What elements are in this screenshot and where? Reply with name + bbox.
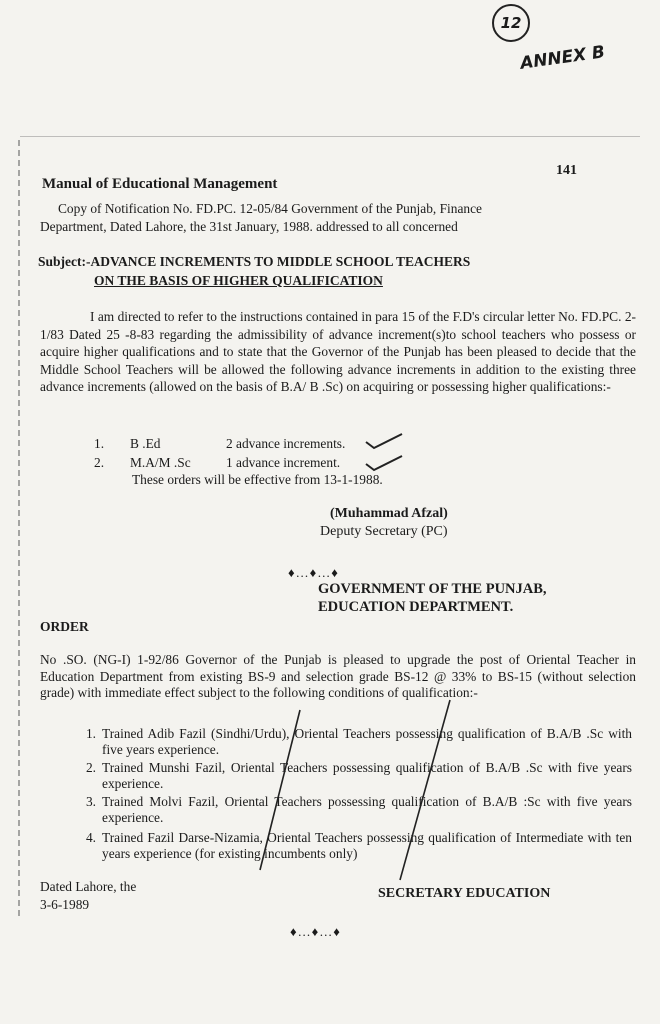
condition-text: Trained Adib Fazil (Sindhi/Urdu), Oriental Teachers possessing qualification of B.A/B .Sc with five years experience. — [102, 726, 632, 757]
increment-detail-2: 1 advance increment. — [226, 455, 341, 470]
notification-copy-line1: Copy of Notification No. FD.PC. 12-05/84 Government of the Punjab, Finance — [58, 201, 482, 216]
government-heading — [318, 580, 547, 616]
pen-strokes-icon — [180, 690, 500, 890]
government-line2: EDUCATION DEPARTMENT. — [318, 599, 514, 615]
signatory-title: Deputy Secretary (PC) — [320, 524, 448, 539]
condition-text: Trained Munshi Fazil, Oriental Teachers possessing qualification of B.A/B .Sc with five years experience. — [102, 760, 632, 791]
signatory-name: (Muhammad Afzal) — [330, 506, 448, 521]
increment-row-2 — [94, 455, 104, 471]
subject-block — [38, 252, 470, 290]
increment-num: 2. — [94, 455, 105, 470]
book-title: Manual of Educational Management — [42, 176, 278, 192]
page-mark: 12 — [492, 4, 530, 42]
condition-text: Trained Fazil Darse-Nizamia, Oriental Teachers possessing qualification of Intermediate with ten years experience (for existing incumbents only) — [102, 830, 632, 861]
notification-copy-line2: Department, Dated Lahore, the 31st January, 1988. addressed to all concerned — [40, 219, 458, 234]
body-paragraph: I am directed to refer to the instructions contained in para 15 of the F.D's circular letter No. FD.PC. 2-1/83 Dated 25 -8-83 regarding the admissibility of advance increment(s)to school teachers who possess or acquire higher qualifications and to state that the Governor of the Punjab has been pleased to decide that the Middle School Teachers will be allowed the following advance increments in addition to the existing three advance increments (allowed on the basis of B.A/ B .Sc) on acquiring or possessing higher qualifications:- — [40, 309, 636, 394]
government-line1: GOVERNMENT OF THE PUNJAB, — [318, 581, 547, 597]
dated-line1: Dated Lahore, the — [40, 879, 137, 894]
condition-num: 1. — [85, 726, 96, 741]
order-heading: ORDER — [40, 619, 89, 634]
condition-num: 4. — [85, 830, 96, 845]
top-rule — [20, 136, 640, 137]
secretary-signature: SECRETARY EDUCATION — [378, 886, 551, 901]
increment-detail-1: 2 advance increments. — [226, 436, 346, 451]
margin-line — [18, 140, 20, 920]
subject-label: Subject:- — [38, 254, 91, 269]
ornament-bottom: ♦…♦…♦ — [290, 924, 341, 939]
annex-label: ANNEX B — [519, 42, 607, 74]
dated-line2: 3-6-1989 — [40, 897, 90, 912]
increment-qual-2: M.A/M .Sc — [130, 455, 191, 470]
subject-line1: ADVANCE INCREMENTS TO MIDDLE SCHOOL TEACHERS — [90, 254, 471, 269]
order-paragraph: No .SO. (NG-I) 1-92/86 Governor of the Punjab is pleased to upgrade the post of Oriental Teacher in Education Department from existing BS-9 and selection grade BS-12 @ 33% to BS-15 (without selection grade) with immediate effect subject to the following conditions of qualification:- — [40, 652, 636, 700]
condition-num: 2. — [85, 760, 96, 775]
condition-text: Trained Molvi Fazil, Oriental Teachers possessing qualification of B.A/B :Sc with five years experience. — [102, 794, 632, 825]
condition-num: 3. — [85, 794, 96, 809]
increment-row-1 — [94, 436, 104, 452]
ornament: ♦…♦…♦ — [288, 565, 339, 580]
increment-num: 1. — [94, 436, 105, 451]
subject-line2: ON THE BASIS OF HIGHER QUALIFICATION — [94, 273, 383, 288]
increment-qual-1: B .Ed — [130, 436, 161, 451]
effective-line: These orders will be effective from 13-1-1988. — [132, 472, 383, 487]
page-number: 141 — [556, 163, 577, 178]
